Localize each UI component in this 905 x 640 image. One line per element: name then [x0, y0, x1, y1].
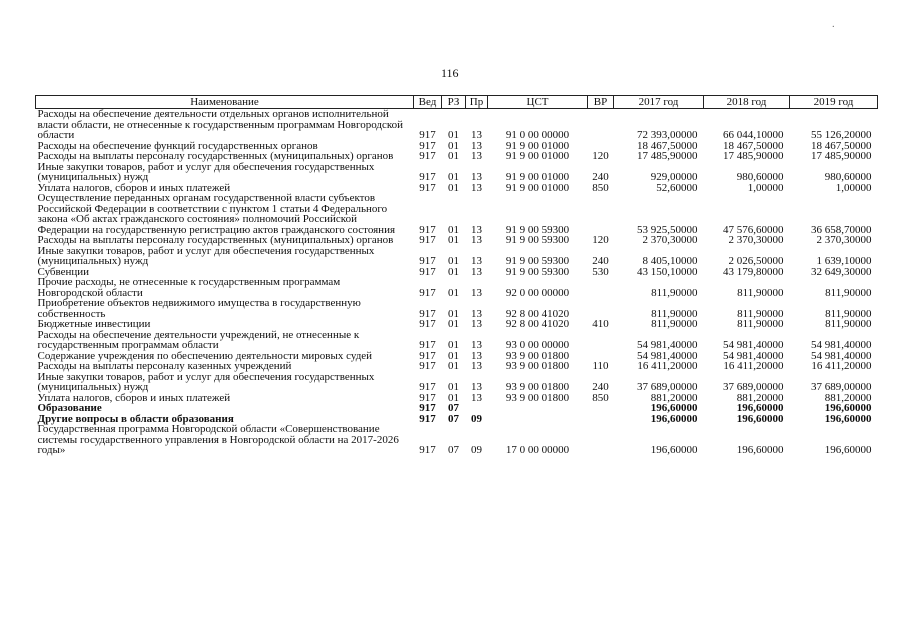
row-name: Уплата налогов, сборов и иных платежей [37, 391, 231, 404]
row-cst: 91 9 00 01000 [505, 139, 570, 152]
row-rz: 01 [448, 391, 459, 404]
row-rz: 01 [448, 381, 459, 393]
row-name: Уплата налогов, сборов и иных платежей [37, 181, 231, 194]
table-row [36, 372, 878, 393]
row-value-2018: 54 981,40000 [723, 349, 784, 362]
row-value-2019: 1 639,10000 [816, 255, 872, 267]
header-2018: 2018 год [704, 96, 790, 109]
row-vr [588, 330, 614, 351]
row-value-2018: 980,60000 [736, 171, 784, 183]
row-pr: 09 [471, 444, 482, 456]
row-name: Государственная программа Новгородской области «Совершенствование системы государственного управления в Новгородской области на 2017-2026 годы» [37, 423, 399, 456]
row-cst: 93 0 00 00000 [505, 339, 570, 351]
table-row [36, 330, 878, 351]
row-value-2017: 196,60000 [650, 412, 698, 425]
row-rz: 01 [448, 286, 459, 299]
row-rz: 01 [448, 150, 459, 162]
row-cst [488, 403, 588, 414]
row-value-2017: 811,90000 [651, 286, 698, 299]
header-name: Наименование [36, 96, 414, 109]
header-2019: 2019 год [790, 96, 878, 109]
row-value-2018: 2 370,30000 [728, 234, 784, 246]
header-2017: 2017 год [614, 96, 704, 109]
row-value-2019: 1,00000 [835, 181, 872, 194]
row-pr: 13 [471, 255, 482, 267]
row-value-2017: 17 485,90000 [637, 150, 698, 162]
row-vr: 240 [592, 171, 609, 183]
row-value-2018: 811,90000 [737, 307, 784, 320]
row-vr: 240 [592, 255, 609, 267]
row-value-2017: 811,90000 [651, 318, 698, 330]
row-value-2017: 52,60000 [656, 181, 698, 194]
row-cst: 91 9 00 59300 [505, 223, 570, 236]
row-pr: 13 [471, 307, 482, 320]
row-vr [588, 414, 614, 425]
row-value-2018: 18 467,50000 [723, 139, 784, 152]
row-value-2017: 43 150,10000 [637, 265, 698, 278]
row-value-2019: 37 689,00000 [811, 381, 872, 393]
row-name: Другие вопросы в области образования [37, 412, 234, 425]
row-vr [588, 298, 614, 319]
row-rz: 01 [448, 223, 459, 236]
row-value-2018: 196,60000 [736, 444, 784, 456]
row-ved: 917 [419, 349, 436, 362]
row-rz: 07 [448, 412, 459, 425]
row-cst: 92 8 00 41020 [505, 318, 570, 330]
row-name: Содержание учреждения по обеспечению деятельности мировых судей [37, 349, 373, 362]
row-value-2017: 8 405,10000 [642, 255, 698, 267]
row-name: Расходы на выплаты персоналу государственных (муниципальных) органов [37, 234, 394, 246]
row-vr: 410 [592, 318, 609, 330]
row-value-2019: 2 370,30000 [816, 234, 872, 246]
row-cst: 91 9 00 59300 [505, 255, 570, 267]
row-vr: 120 [592, 234, 609, 246]
row-name: Расходы на обеспечение деятельности отдельных органов исполнительной власти области, не отнесенные к государственным программам Новгородской области [37, 108, 404, 141]
row-ved: 917 [419, 318, 436, 330]
row-ved: 917 [419, 360, 436, 372]
row-value-2018: 196,60000 [736, 412, 784, 425]
row-value-2017: 53 925,50000 [637, 223, 698, 236]
row-pr: 13 [471, 360, 482, 372]
row-cst: 93 9 00 01800 [505, 381, 570, 393]
row-value-2018: 16 411,20000 [723, 360, 784, 372]
row-ved: 917 [419, 412, 436, 425]
row-value-2019: 54 981,40000 [811, 349, 872, 362]
row-value-2019: 811,90000 [825, 286, 872, 299]
row-vr [588, 403, 614, 414]
table-row [36, 246, 878, 267]
row-value-2019: 17 485,90000 [811, 150, 872, 162]
row-value-2017: 196,60000 [650, 402, 698, 414]
row-ved: 917 [419, 381, 436, 393]
row-value-2017: 881,20000 [650, 391, 698, 404]
row-ved: 917 [419, 223, 436, 236]
row-cst: 93 9 00 01800 [505, 391, 570, 404]
row-cst: 91 9 00 59300 [505, 265, 570, 278]
row-vr: 110 [592, 360, 609, 372]
row-value-2018: 811,90000 [737, 318, 784, 330]
row-pr: 13 [471, 171, 482, 183]
row-vr [588, 109, 614, 141]
budget-table [35, 95, 878, 456]
row-value-2019: 54 981,40000 [811, 339, 872, 351]
row-vr: 120 [592, 150, 609, 162]
row-pr [466, 403, 488, 414]
row-cst: 17 0 00 00000 [505, 444, 570, 456]
row-vr: 850 [592, 181, 609, 194]
row-name: Расходы на выплаты персоналу государственных (муниципальных) органов [37, 150, 394, 162]
row-value-2017: 54 981,40000 [637, 339, 698, 351]
row-value-2018: 54 981,40000 [723, 339, 784, 351]
row-name: Бюджетные инвестиции [37, 318, 151, 330]
header-cst: ЦСТ [488, 96, 588, 109]
row-rz: 01 [448, 255, 459, 267]
row-rz: 07 [448, 444, 459, 456]
row-value-2019: 16 411,20000 [811, 360, 872, 372]
row-ved: 917 [419, 286, 436, 299]
row-pr: 13 [471, 391, 482, 404]
table-row [36, 162, 878, 183]
row-rz: 01 [448, 349, 459, 362]
row-cst: 93 9 00 01800 [505, 349, 570, 362]
row-value-2017: 18 467,50000 [637, 139, 698, 152]
header-vr: ВР [588, 96, 614, 109]
row-ved: 917 [419, 171, 436, 183]
row-ved: 917 [419, 139, 436, 152]
table-row [36, 235, 878, 246]
row-value-2019: 32 649,30000 [811, 265, 872, 278]
row-value-2019: 980,60000 [824, 171, 872, 183]
row-value-2018: 2 026,50000 [728, 255, 784, 267]
row-rz: 01 [448, 139, 459, 152]
row-rz: 01 [448, 307, 459, 320]
table-row [36, 361, 878, 372]
row-pr: 13 [471, 349, 482, 362]
row-rz: 01 [448, 360, 459, 372]
row-name: Иные закупки товаров, работ и услуг для обеспечения государственных (муниципальных) нужд [37, 160, 375, 183]
table-row [36, 151, 878, 162]
table-row [36, 277, 878, 298]
row-name: Иные закупки товаров, работ и услуг для обеспечения государственных (муниципальных) нужд [37, 370, 375, 393]
row-rz: 01 [448, 171, 459, 183]
row-pr: 13 [471, 339, 482, 351]
table-row [36, 403, 878, 414]
row-pr: 13 [471, 234, 482, 246]
row-cst: 93 9 00 01800 [505, 360, 570, 372]
row-name: Расходы на обеспечение функций государственных органов [37, 139, 318, 152]
row-vr [588, 277, 614, 298]
row-rz: 01 [448, 265, 459, 278]
row-value-2017: 54 981,40000 [637, 349, 698, 362]
row-value-2018: 43 179,80000 [723, 265, 784, 278]
row-rz: 01 [448, 339, 459, 351]
row-name: Образование [37, 402, 102, 414]
row-pr: 13 [471, 129, 482, 141]
row-cst [488, 414, 588, 425]
row-ved: 917 [419, 255, 436, 267]
row-name: Приобретение объектов недвижимого имущества в государственную собственность [37, 297, 361, 320]
row-value-2018: 17 485,90000 [723, 150, 784, 162]
header-rz: РЗ [442, 96, 466, 109]
row-pr: 13 [471, 139, 482, 152]
row-ved: 917 [419, 307, 436, 320]
row-pr: 09 [471, 412, 482, 425]
row-value-2018: 811,90000 [737, 286, 784, 299]
row-name: Субвенции [37, 265, 90, 278]
row-ved: 917 [419, 402, 436, 414]
row-value-2018: 37 689,00000 [723, 381, 784, 393]
row-name: Иные закупки товаров, работ и услуг для обеспечения государственных (муниципальных) нужд [37, 244, 375, 267]
header-ved: Вед [414, 96, 442, 109]
row-value-2019: 811,90000 [825, 318, 872, 330]
row-ved: 917 [419, 339, 436, 351]
row-cst: 91 9 00 01000 [505, 150, 570, 162]
row-rz: 01 [448, 318, 459, 330]
row-pr: 13 [471, 265, 482, 278]
row-name: Осуществление переданных органам государственной власти субъектов Российской Федерации в соответствии с пунктом 1 статьи 4 Федерального закона «Об актах гражданского состояния» полномочий Российской Федерации на государственную регистрацию актов гражданского состояния [37, 192, 396, 236]
row-rz: 01 [448, 129, 459, 141]
row-value-2018: 47 576,60000 [723, 223, 784, 236]
row-vr [588, 193, 614, 235]
row-pr: 13 [471, 286, 482, 299]
row-pr: 13 [471, 381, 482, 393]
row-value-2019: 55 126,20000 [811, 129, 872, 141]
row-vr: 240 [592, 381, 609, 393]
row-cst: 92 0 00 00000 [505, 286, 570, 299]
row-vr: 850 [592, 391, 609, 404]
row-value-2018: 1,00000 [747, 181, 784, 194]
row-vr [588, 424, 614, 456]
row-value-2019: 196,60000 [824, 444, 872, 456]
table-row [36, 193, 878, 235]
row-ved: 917 [419, 391, 436, 404]
row-cst: 91 9 00 01000 [505, 171, 570, 183]
row-rz: 01 [448, 181, 459, 194]
row-value-2018: 881,20000 [736, 391, 784, 404]
row-value-2017: 196,60000 [650, 444, 698, 456]
row-ved: 917 [419, 181, 436, 194]
row-value-2017: 929,00000 [650, 171, 698, 183]
row-ved: 917 [419, 129, 436, 141]
row-value-2019: 881,20000 [824, 391, 872, 404]
row-ved: 917 [419, 150, 436, 162]
row-rz: 01 [448, 234, 459, 246]
table-row [36, 424, 878, 456]
corner-mark: · [831, 22, 835, 33]
row-ved: 917 [419, 265, 436, 278]
page-number: 116 [441, 66, 459, 80]
row-rz: 07 [448, 402, 459, 414]
row-cst: 91 9 00 01000 [505, 181, 570, 194]
row-value-2019: 18 467,50000 [811, 139, 872, 152]
row-pr: 13 [471, 150, 482, 162]
header-pr: Пр [466, 96, 488, 109]
row-pr: 13 [471, 223, 482, 236]
table-row [36, 109, 878, 141]
row-value-2017: 16 411,20000 [637, 360, 698, 372]
table-row [36, 319, 878, 330]
row-value-2017: 811,90000 [651, 307, 698, 320]
row-pr: 13 [471, 181, 482, 194]
row-cst: 91 9 00 59300 [505, 234, 570, 246]
row-value-2017: 37 689,00000 [637, 381, 698, 393]
row-pr: 13 [471, 318, 482, 330]
row-value-2019: 36 658,70000 [811, 223, 872, 236]
row-cst: 92 8 00 41020 [505, 307, 570, 320]
row-value-2018: 66 044,10000 [723, 129, 784, 141]
row-ved: 917 [419, 234, 436, 246]
row-value-2019: 196,60000 [824, 412, 872, 425]
row-ved: 917 [419, 444, 436, 456]
table-header-row [36, 96, 878, 109]
row-value-2017: 2 370,30000 [642, 234, 698, 246]
row-value-2019: 811,90000 [825, 307, 872, 320]
row-name: Расходы на выплаты персоналу казенных учреждений [37, 360, 292, 372]
row-value-2018: 196,60000 [736, 402, 784, 414]
row-value-2019: 196,60000 [824, 402, 872, 414]
row-name: Прочие расходы, не отнесенные к государственным программам Новгородской области [37, 276, 341, 299]
row-cst: 91 0 00 00000 [505, 129, 570, 141]
table-row [36, 298, 878, 319]
row-vr: 530 [592, 265, 609, 278]
row-name: Расходы на обеспечение деятельности учреждений, не отнесенные к государственным программам области [37, 328, 360, 351]
row-value-2017: 72 393,00000 [637, 129, 698, 141]
